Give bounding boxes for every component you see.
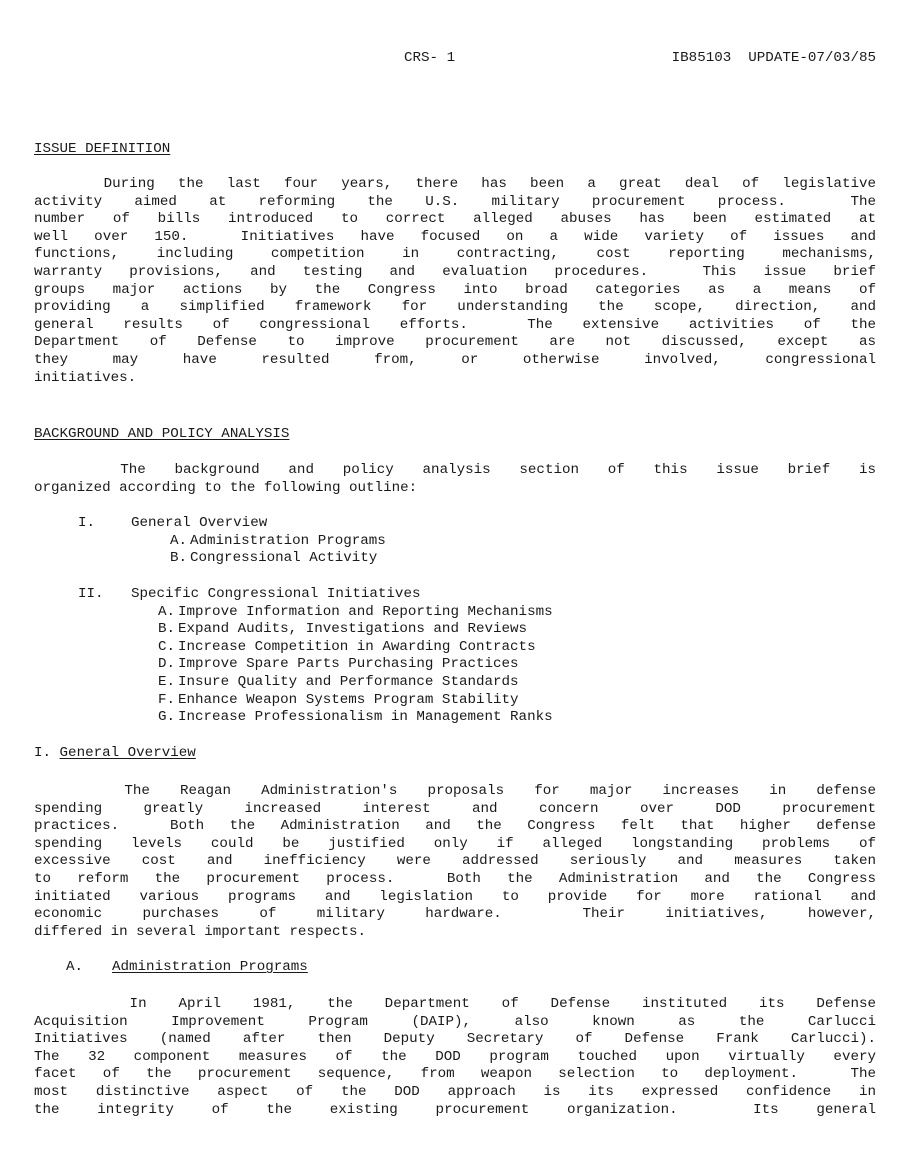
outline-item (34, 533, 876, 551)
outline-section-ii (34, 586, 876, 727)
outline-letter: D. (158, 656, 176, 673)
outline-letter: C. (158, 638, 176, 655)
outline-letter: A. (158, 603, 176, 620)
page-code: CRS- 1 (404, 50, 456, 66)
background-heading: BACKGROUND AND POLICY ANALYSIS (34, 426, 290, 442)
text-line: the integrity of the existing procurement organization. Its general (34, 1101, 876, 1118)
text-line: they may have resulted from, or otherwise involved, congressional (34, 351, 876, 368)
outline-item-text: Increase Professionalism in Management Ranks (178, 709, 553, 726)
text-line: general results of congressional efforts. The extensive activities of the (34, 316, 876, 333)
outline-item-text: Increase Competition in Awarding Contracts (178, 638, 536, 655)
text-line: facet of the procurement sequence, from weapon selection to deployment. The (34, 1066, 876, 1083)
text-line: to reform the procurement process. Both the Administration and the Congress (34, 870, 876, 887)
outline-item (34, 674, 876, 692)
outline-letter: E. (158, 673, 176, 690)
text-line: spending greatly increased interest and concern over DOD procurement (34, 800, 876, 817)
issue-definition-paragraph (34, 176, 876, 387)
outline-item-text: Insure Quality and Performance Standards (178, 673, 519, 690)
brief-id: IB85103 UPDATE-07/03/85 (671, 50, 876, 66)
general-overview-paragraph (34, 783, 876, 941)
issue-definition-heading: ISSUE DEFINITION (34, 141, 171, 157)
administration-programs-heading (34, 959, 308, 977)
outline-item (34, 604, 876, 622)
text-line: warranty provisions, and testing and evaluation procedures. This issue brief (34, 263, 876, 280)
section-title: Administration Programs (112, 959, 308, 975)
text-line: initiatives. (34, 369, 137, 386)
text-line: number of bills introduced to correct alleged abuses has been estimated at (34, 211, 876, 228)
text-line: The Reagan Administration's proposals for major increases in defense (34, 783, 876, 799)
general-overview-heading (34, 745, 196, 763)
outline-item-text: Enhance Weapon Systems Program Stability (178, 691, 519, 708)
outline-item (34, 621, 876, 639)
text-line: activity aimed at reforming the U.S. military procurement process. The (34, 193, 876, 210)
section-letter: A. (66, 959, 84, 975)
page-header (34, 50, 876, 68)
outline-title: General Overview (131, 515, 268, 531)
outline-item (34, 639, 876, 657)
text-line: differed in several important respects. (34, 923, 367, 940)
outline-item-text: Improve Spare Parts Purchasing Practices (178, 656, 519, 673)
text-line: functions, including competition in contracting, cost reporting mechanisms, (34, 246, 876, 263)
text-line: economic purchases of military hardware. Their initiatives, however, (34, 906, 876, 923)
text-line: spending levels could be justified only if alleged longstanding problems of (34, 835, 876, 852)
outline-letter: F. (158, 691, 176, 708)
text-line: Acquisition Improvement Program (DAIP), also known as the Carlucci (34, 1013, 876, 1030)
outline-letter: A. (170, 532, 188, 549)
text-line: excessive cost and inefficiency were addressed seriously and measures taken (34, 853, 876, 870)
outline-item-text: Improve Information and Reporting Mechanisms (178, 603, 553, 620)
background-intro-paragraph (34, 462, 876, 497)
outline-numeral: II. (78, 586, 104, 602)
outline-letter: G. (158, 709, 176, 726)
outline-item (34, 550, 876, 568)
text-line: Department of Defense to improve procurement are not discussed, except as (34, 334, 876, 351)
outline-item (34, 709, 876, 727)
outline-heading (34, 515, 876, 533)
text-line: providing a simplified framework for understanding the scope, direction, and (34, 299, 876, 316)
text-line: well over 150. Initiatives have focused on a wide variety of issues and (34, 228, 876, 245)
outline-heading (34, 586, 876, 604)
outline-numeral: I. (78, 515, 96, 531)
section-title: General Overview (59, 745, 196, 761)
text-line: In April 1981, the Department of Defense instituted its Defense (34, 996, 876, 1012)
section-numeral: I. (34, 745, 52, 761)
outline-title: Specific Congressional Initiatives (131, 586, 421, 602)
outline-item (34, 692, 876, 710)
text-line: Initiatives (named after then Deputy Secretary of Defense Frank Carlucci). (34, 1031, 876, 1048)
text-line: practices. Both the Administration and the Congress felt that higher defense (34, 818, 876, 835)
text-line: groups major actions by the Congress into broad categories as a means of (34, 281, 876, 298)
outline-letter: B. (158, 621, 176, 638)
text-line: most distinctive aspect of the DOD approach is its expressed confidence in (34, 1083, 876, 1100)
text-line: The 32 component measures of the DOD program touched upon virtually every (34, 1048, 876, 1065)
text-line: The background and policy analysis section of this issue brief is (34, 462, 876, 478)
outline-letter: B. (170, 550, 188, 567)
administration-programs-paragraph (34, 996, 876, 1119)
text-line: During the last four years, there has been a great deal of legislative (34, 176, 876, 192)
outline-item (34, 656, 876, 674)
text-line: initiated various programs and legislation to provide for more rational and (34, 888, 876, 905)
text-line: organized according to the following outline: (34, 479, 418, 496)
outline-item-text: Congressional Activity (190, 550, 378, 567)
outline-section-i (34, 515, 876, 568)
outline-item-text: Administration Programs (190, 532, 386, 549)
outline-item-text: Expand Audits, Investigations and Reviews (178, 621, 528, 638)
